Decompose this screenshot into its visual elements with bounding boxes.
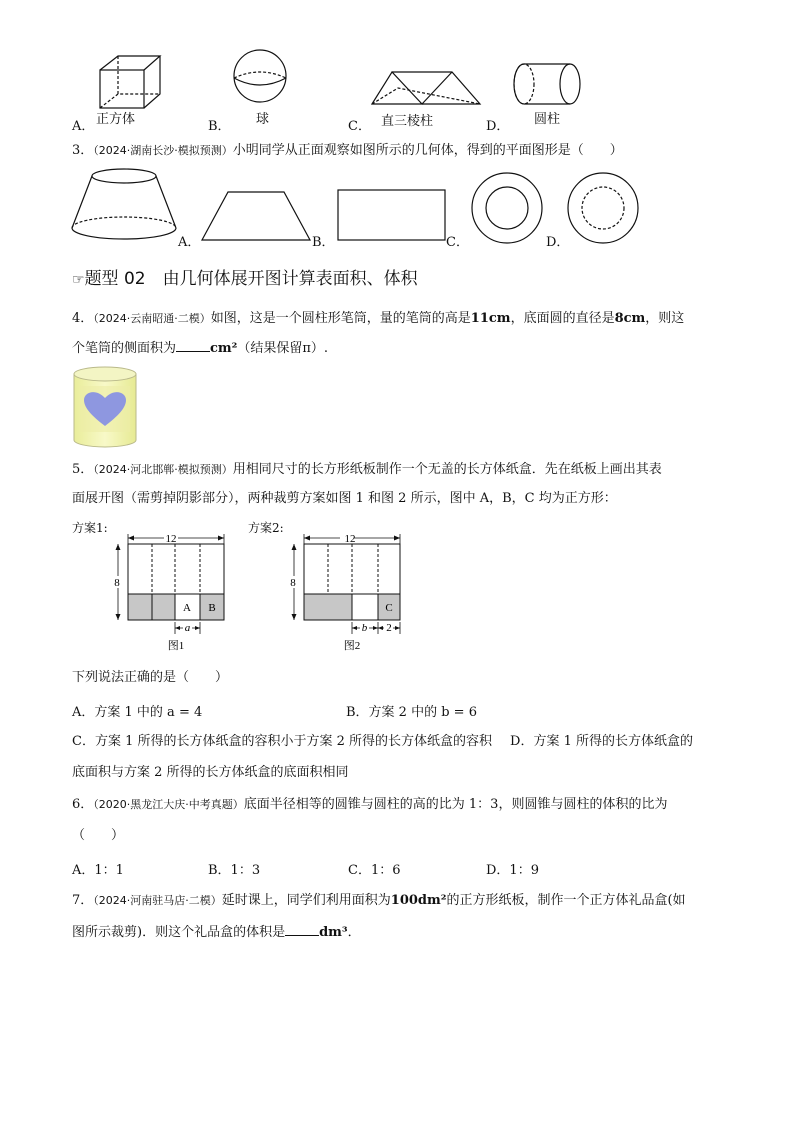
q4-text-b: ，底面圆的直径是 — [510, 311, 615, 326]
scheme2-label: 方案2: — [248, 521, 284, 535]
rectangle-shape — [338, 190, 445, 240]
fig2-var-b: b — [361, 622, 368, 634]
q7-line1 — [72, 892, 686, 910]
q3-option-c[interactable]: C． — [446, 235, 469, 250]
q3-option-d[interactable]: D． — [546, 235, 570, 250]
q2-figures — [60, 48, 600, 138]
prism-figure — [372, 72, 480, 104]
q6-option-a[interactable]: A．1：1 — [72, 863, 124, 878]
q4-text-a: 如图，这是一个圆柱形笔筒，量的笔筒的高是 — [210, 311, 471, 326]
ring-solid-figure — [472, 173, 542, 243]
q5-option-b[interactable]: B．方案 2 中的 b = 6 — [346, 705, 477, 720]
q3-option-a[interactable]: A． — [178, 235, 201, 250]
q4-number: 4． — [72, 311, 94, 326]
fig1-square-a: A — [183, 602, 191, 614]
q6-paren: （ ） — [72, 828, 125, 843]
q4-line2 — [72, 339, 328, 358]
fig2-height-label: 8 — [290, 577, 296, 589]
q7-text-a: 延时课上，同学们利用面积为 — [221, 893, 391, 908]
q2-option-a-label: 正方体 — [96, 112, 136, 127]
q2-option-d-letter[interactable]: D． — [486, 119, 510, 134]
q7-area: 100dm² — [390, 893, 447, 908]
fig2-caption: 图2 — [343, 640, 361, 652]
trapezoid-shape — [202, 192, 310, 240]
fig2-num-2: 2 — [386, 622, 392, 634]
q6-source: （2020·黑龙江大庆·中考真题） — [93, 798, 244, 811]
fig2-width-label: 12 — [344, 533, 356, 545]
q4-height: 11cm — [470, 311, 511, 326]
fig1-square-b: B — [208, 602, 216, 614]
q5-option-d-cont: 底面积与方案 2 所得的长方体纸盒的底面积相同 — [72, 765, 349, 780]
q3-stem — [72, 142, 623, 160]
fig1-width-label: 12 — [165, 533, 177, 545]
cube-figure — [100, 56, 160, 108]
q7-unit: dm³ — [319, 925, 348, 940]
q2-option-b-label: 球 — [256, 112, 270, 127]
q7-source: （2024·河南驻马店·二模） — [93, 894, 222, 907]
q5-option-d[interactable]: D．方案 1 所得的长方体纸盒的 — [510, 734, 693, 749]
fig1-height-label: 8 — [114, 577, 120, 589]
section-heading — [72, 264, 418, 289]
q5-source: （2024·河北邯郸·模拟预测） — [93, 463, 233, 476]
q6-option-c[interactable]: C．1：6 — [348, 863, 401, 878]
q6-option-b[interactable]: B．1：3 — [208, 863, 261, 878]
q7-text-c: 图所示裁剪)．则这个礼品盒的体积是 — [72, 925, 286, 940]
ring-dashed-figure — [568, 173, 638, 243]
frustum-figure — [72, 169, 176, 239]
q5-line1 — [72, 461, 662, 479]
q2-option-b-letter[interactable]: B． — [208, 119, 231, 134]
q5-line2: 面展开图（需剪掉阴影部分），两种裁剪方案如图 1 和图 2 所示，图中 A，B，C 均为正方形： — [72, 491, 617, 506]
q2-option-c-label: 直三棱柱 — [381, 114, 434, 129]
q3-text: 小明同学从正面观察如图所示的几何体，得到的平面图形是（ ） — [232, 143, 623, 158]
q4-answer-blank[interactable] — [176, 339, 210, 352]
q6-text: 底面半径相等的圆锥与圆柱的高的比为 1：3，则圆锥与圆柱的体积的比为 — [243, 797, 668, 812]
pointing-hand-icon: ☞ — [72, 272, 85, 288]
q7-line2 — [72, 923, 361, 942]
fig2-square-c: C — [385, 602, 393, 614]
q6-stem — [72, 796, 667, 814]
q5-number: 5． — [72, 462, 94, 477]
q5-option-a[interactable]: A．方案 1 中的 a = 4 — [72, 705, 203, 720]
q4-text-c: ，则这 — [645, 311, 685, 326]
sphere-figure — [234, 50, 286, 102]
q4-diameter: 8cm — [614, 311, 646, 326]
q7-text-b: 的正方形纸板，制作一个正方体礼品盒(如 — [446, 893, 686, 908]
cylinder-figure — [514, 64, 580, 104]
figure1-diagram — [106, 526, 236, 654]
q5-text-a: 用相同尺寸的长方形纸板制作一个无盖的长方体纸盒．先在纸板上画出其表 — [232, 462, 662, 477]
q3-source: （2024·湖南长沙·模拟预测） — [93, 144, 233, 157]
q7-text-d: ． — [347, 925, 361, 940]
q6-number: 6． — [72, 797, 94, 812]
q4-line1 — [72, 310, 684, 328]
q2-option-a-letter[interactable]: A． — [72, 119, 95, 134]
q7-number: 7． — [72, 893, 94, 908]
q7-answer-blank[interactable] — [285, 923, 319, 936]
q4-source: （2024·云南昭通·二模） — [93, 312, 211, 325]
fig1-var-a: a — [184, 622, 191, 634]
q4-unit: cm² — [210, 341, 238, 356]
q6-option-d[interactable]: D．1：9 — [486, 863, 539, 878]
q4-text-d: 个笔筒的侧面积为 — [72, 341, 177, 356]
fig1-caption: 图1 — [167, 640, 185, 652]
q5-option-c[interactable]: C．方案 1 所得的长方体纸盒的容积小于方案 2 所得的长方体纸盒的容积 — [72, 734, 493, 749]
q2-option-d-label: 圆柱 — [534, 112, 561, 127]
pen-holder-image — [72, 366, 138, 448]
q3-number: 3． — [72, 143, 94, 158]
figure2-diagram — [282, 526, 412, 654]
q5-options-cd — [72, 733, 693, 751]
q2-option-c-letter[interactable]: C． — [348, 119, 371, 134]
section-title: 题型 02 由几何体展开图计算表面积、体积 — [84, 269, 418, 289]
scheme1-label: 方案1: — [72, 521, 108, 535]
q4-text-e: （结果保留π）. — [237, 341, 329, 356]
q5-prompt: 下列说法正确的是（ ） — [72, 670, 229, 685]
q3-option-b[interactable]: B． — [312, 235, 335, 250]
